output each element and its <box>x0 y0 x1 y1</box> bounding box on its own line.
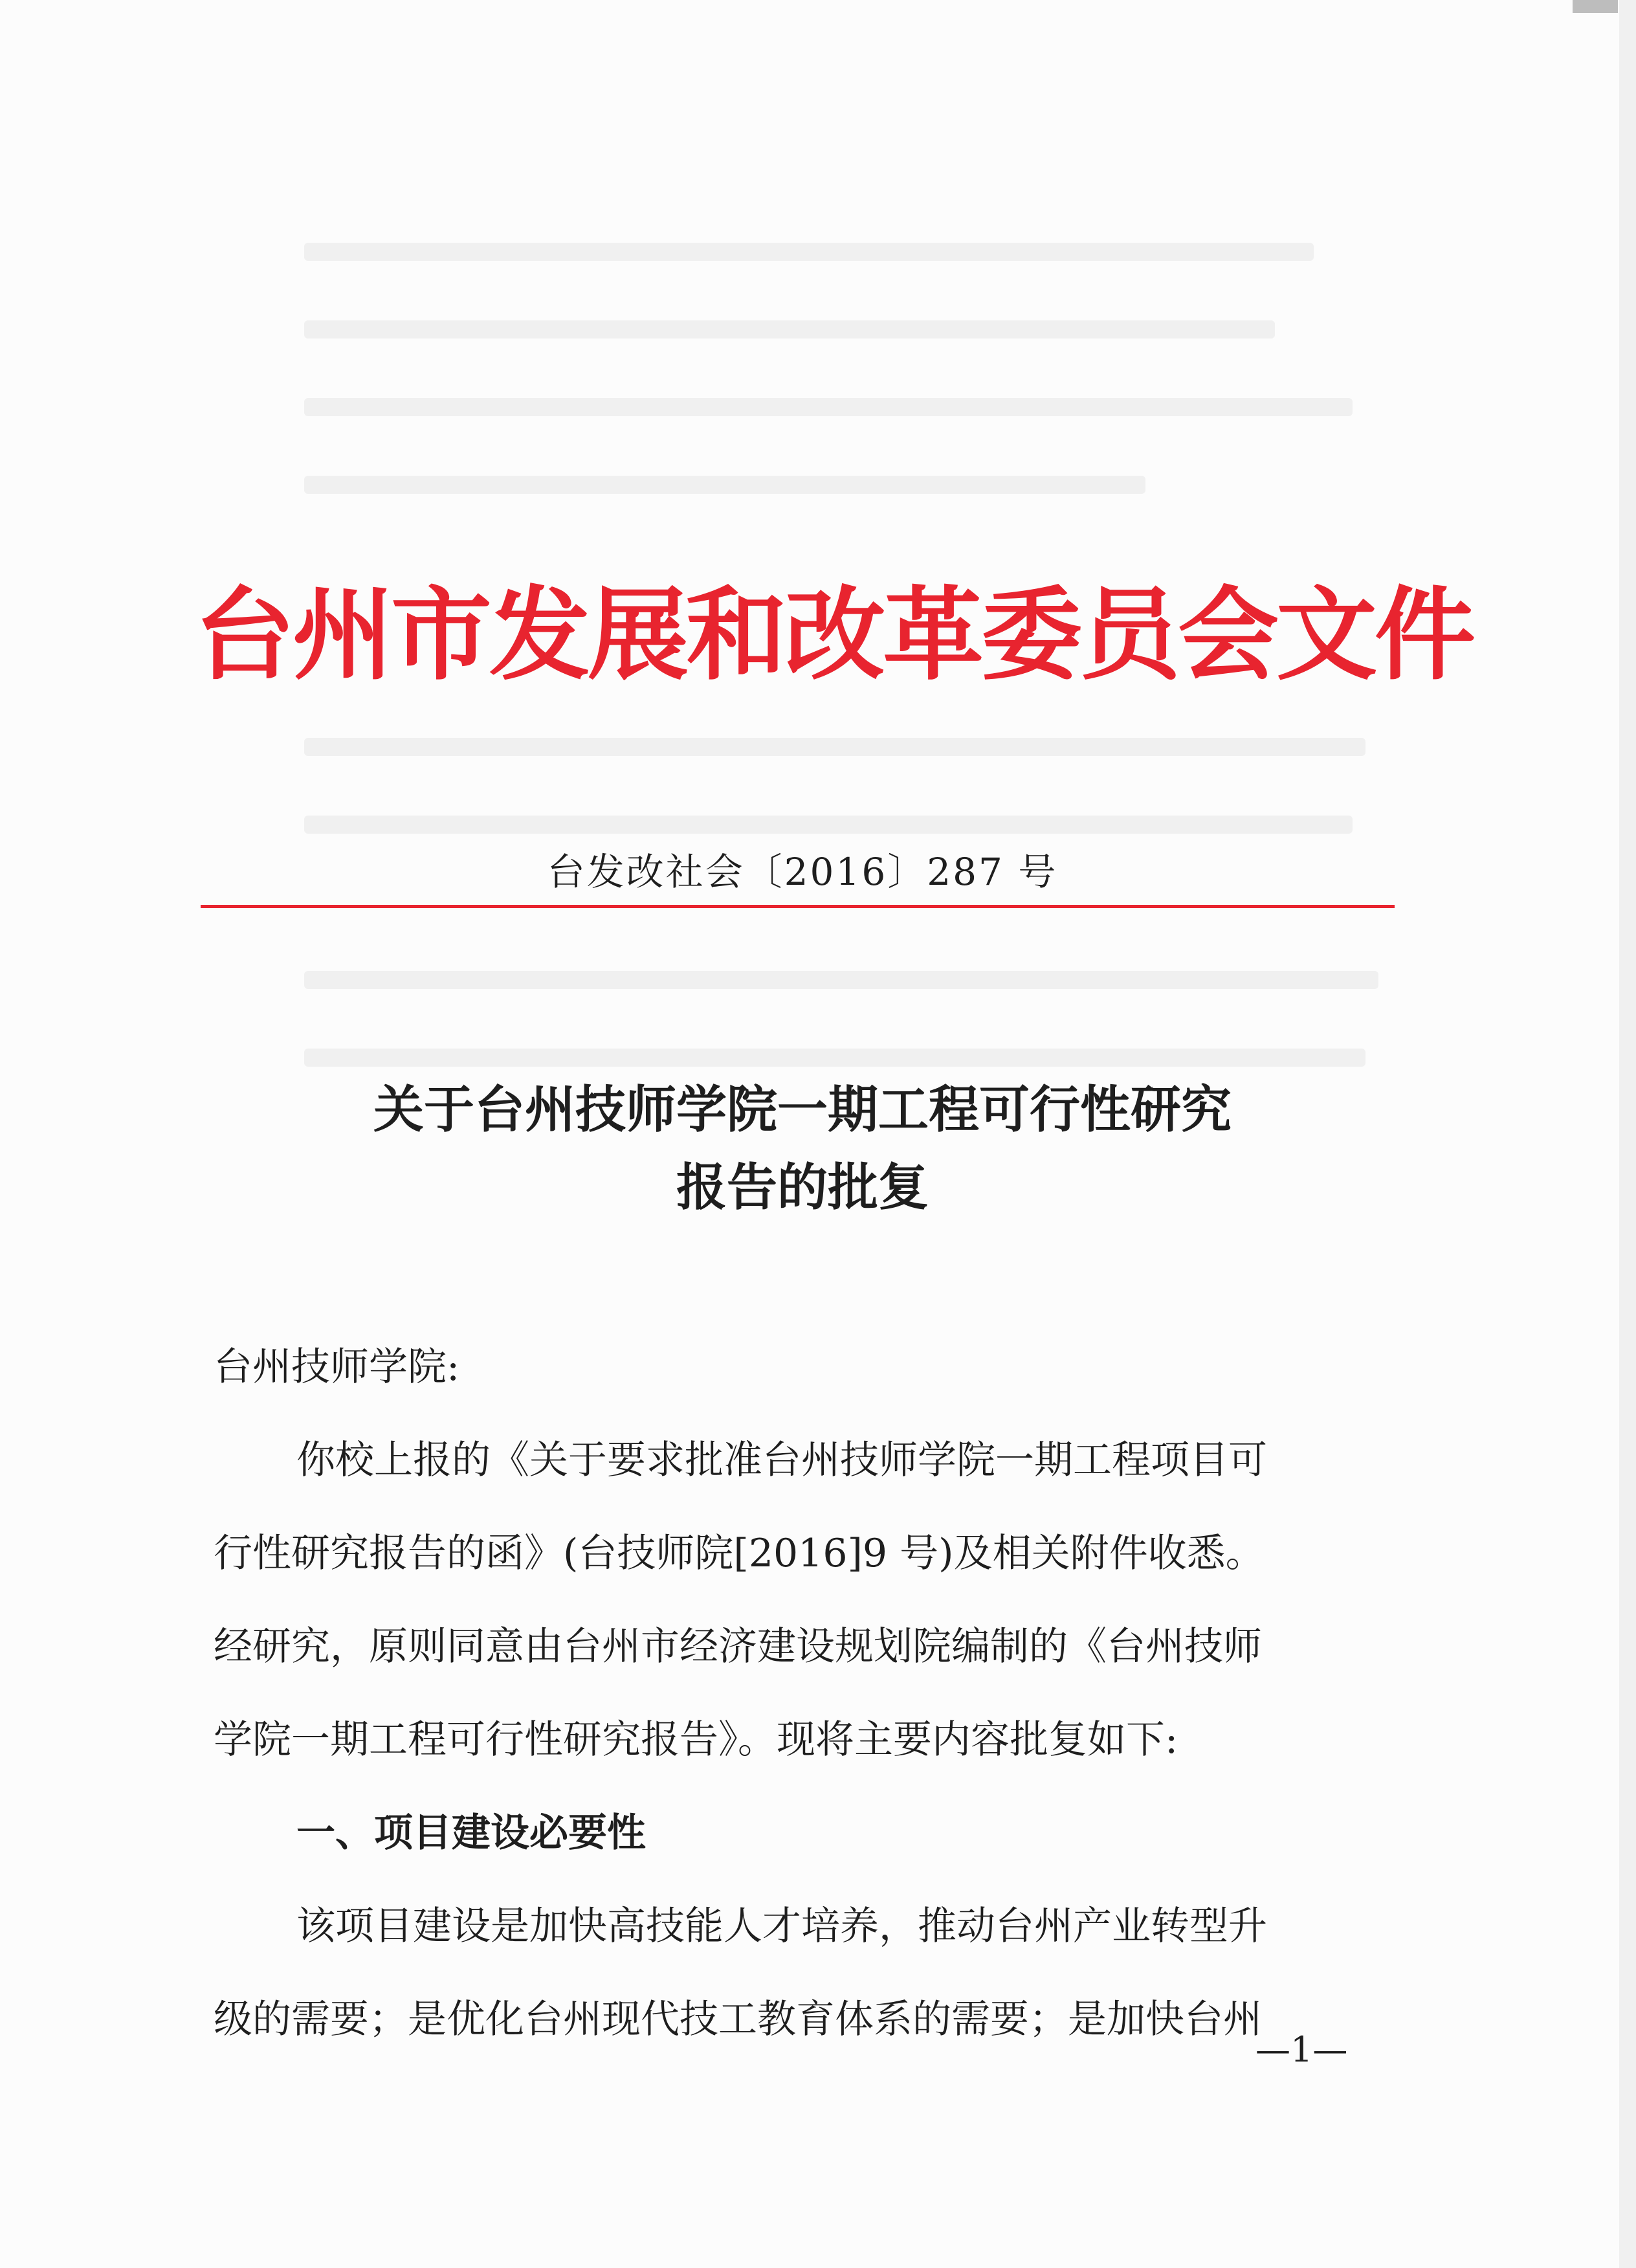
document-title-line-2: 报告的批复 <box>676 1158 929 1217</box>
bleed-through-text <box>304 1049 1365 1067</box>
bleed-through-text <box>304 320 1275 339</box>
scan-edge-shadow <box>1619 0 1636 2268</box>
red-divider-line <box>201 905 1395 908</box>
section-heading: 一、项目建设必要性 <box>296 1810 646 1856</box>
body-line: 级的需要；是优化台州现代技工教育体系的需要；是加快台州 <box>214 1997 1262 2042</box>
bleed-through-text <box>304 398 1353 416</box>
body-line: 经研究，原则同意由台州市经济建设规划院编制的《台州技师 <box>214 1624 1262 1669</box>
bleed-through-text <box>304 971 1378 989</box>
bleed-through-text <box>304 243 1314 261</box>
document-number: 台发改社会〔2016〕287 号 <box>547 850 1058 894</box>
document-title <box>194 1071 1411 1227</box>
bleed-through-text <box>304 816 1353 834</box>
body-line: 该项目建设是加快高技能人才培养，推动台州产业转型升 <box>296 1904 1267 1949</box>
bleed-through-text <box>304 738 1365 756</box>
body-line: 学院一期工程可行性研究报告》。现将主要内容批复如下: <box>214 1717 1178 1762</box>
document-title-line-1: 关于台州技师学院一期工程可行性研究 <box>373 1080 1232 1139</box>
bleed-through-text <box>304 476 1145 494</box>
body-line: 你校上报的《关于要求批准台州技师学院一期工程项目可 <box>296 1438 1267 1483</box>
scan-corner-mark <box>1573 0 1618 13</box>
page-number: —1— <box>1255 2029 1348 2070</box>
addressee: 台州技师学院: <box>214 1344 460 1390</box>
document-body <box>214 1320 1385 2066</box>
agency-header-title: 台州市发展和改革委员会文件 <box>194 575 1473 694</box>
body-line: 行性研究报告的函》(台技师院[2016]9 号)及相关附件收悉。 <box>214 1531 1265 1576</box>
